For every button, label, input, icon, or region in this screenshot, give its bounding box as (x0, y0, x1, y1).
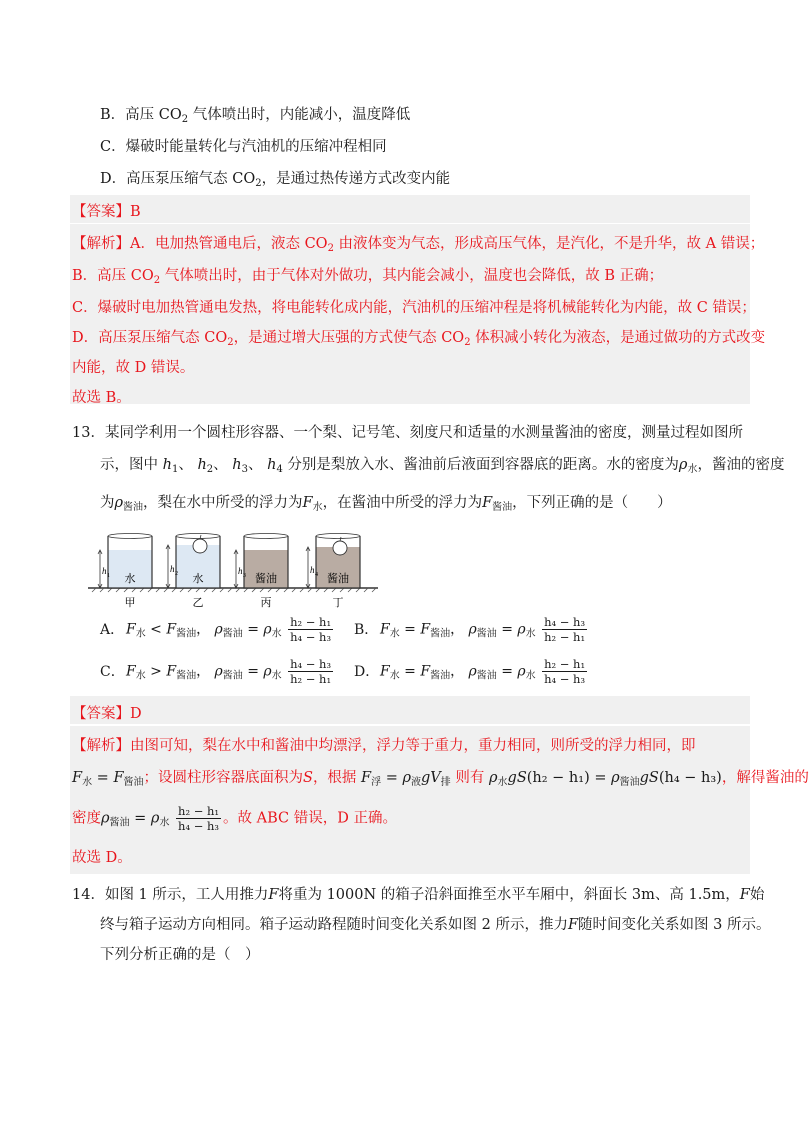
option-13-a[interactable]: A． $F_水 < F_{酱油}$， $\rho_{酱油} = \rho_水$ $\frac{\text{h₂ − h₁}}{\text{h₄ − h₃}}$ (100, 615, 332, 644)
pear-icon (193, 539, 207, 553)
answer-12-band (70, 195, 750, 223)
h-label-4: h (310, 565, 315, 575)
analysis-12-line-2: B．高压 $CO_2$ 气体喷出时，由于气体对外做功，其内能会减小，温度也会降低，故 B 正确； (72, 268, 664, 286)
option-13-d[interactable]: D．$F_水 = F_{酱油}$， $\rho_{酱油} = \rho_水$ $\frac{\text{h₂ − h₁}}{\text{h₄ − h₃}}$ (354, 657, 586, 686)
question-13-line-1: 13．某同学利用一个圆柱形容器、一个梨、记号笔、刻度尺和适量的水测量酱油的密度，测量过程如图所 (72, 425, 743, 441)
svg-text:3: 3 (243, 573, 246, 579)
analysis-12-line-4: D．高压泵压缩气态 $CO_2$，是通过增大压强的方式使气态 $CO_2$ 体积减小转化为液态，是通过做功的方式改变 (72, 330, 766, 348)
caption-2: 乙 (192, 596, 204, 609)
prev-option-d: D．高压泵压缩气态 $CO_2$，是通过热传递方式改变内能 (100, 171, 451, 189)
question-13-line-2: 示，图中 $h_1$、 $h_2$、 $h_3$、 $h_4$ 分别是梨放入水、酱油前后液面到容器底的距离。水的密度为$\rho_水$，酱油的密度 (100, 457, 785, 475)
svg-text:1: 1 (107, 573, 110, 579)
svg-text:4: 4 (315, 572, 318, 578)
liquid-label-3: 酱油 (255, 572, 277, 585)
h-label-2: h (170, 564, 175, 574)
caption-1: 甲 (124, 596, 136, 609)
answer-13: 【答案】D (72, 706, 142, 722)
caption-4: 丁 (332, 596, 344, 609)
pear-icon (333, 541, 347, 555)
prev-option-b: B．高压 $CO_2$ 气体喷出时，内能减小，温度降低 (100, 107, 411, 125)
option-13-b[interactable]: B． $F_水 = F_{酱油}$， $\rho_{酱油} = \rho_水$ $\frac{\text{h₄ − h₃}}{\text{h₂ − h₁}}$ (354, 615, 586, 644)
analysis-12-line-1: 【解析】A．电加热管通电后，液态 $CO_2$ 由液体变为气态，形成高压气体，是汽化，不是升华，故 A 错误； (72, 236, 765, 254)
question-14-line-3: 下列分析正确的是（ ） (100, 947, 260, 963)
question-13-line-3: 为$\rho_{酱油}$，梨在水中所受的浮力为$F_水$，在酱油中所受的浮力为$F_{酱油}$，下列正确的是（ ） (100, 495, 672, 513)
analysis-12-line-3: C．爆破时电加热管通电发热，将电能转化成内能，汽油机的压缩冲程是将机械能转化为内能，故 C 错误； (72, 300, 756, 316)
containers-figure (88, 524, 378, 612)
h-label-1: h (102, 566, 107, 576)
analysis-13-line-1: 【解析】由图可知，梨在水中和酱油中均漂浮，浮力等于重力，重力相同，则所受的浮力相同，即 (72, 738, 696, 754)
caption-3: 丙 (260, 596, 272, 609)
svg-text:2: 2 (175, 571, 178, 577)
analysis-12-line-5: 内能，故 D 错误。 (72, 360, 195, 376)
question-14-line-1: 14．如图 1 所示，工人用推力F将重为 1000N 的箱子沿斜面推至水平车厢中，斜面长 3m、高 1.5m，F始 (72, 887, 765, 903)
answer-12: 【答案】B (72, 204, 141, 220)
liquid-label-4: 酱油 (327, 572, 349, 585)
analysis-12-conclusion: 故选 B。 (72, 390, 131, 406)
analysis-13-line-2: $F_水 = F_{酱油}$；设圆柱形容器底面积为S，根据 $F_浮 = \rho_液gV_排$ 则有 $\rho_水gS(h_2 - h_1) = \rho_{酱油}gS(h_4 - h_3)$，解得酱油的 (72, 770, 809, 788)
analysis-13-conclusion: 故选 D。 (72, 850, 132, 866)
h-label-3: h (238, 566, 243, 576)
question-14-line-2: 终与箱子运动方向相同。箱子运动路程随时间变化关系如图 2 所示，推力F随时间变化关系如图 3 所示。 (100, 917, 771, 933)
analysis-13-line-3: 密度$\rho_{酱油} = \rho_水$ $\frac{\text{h₂ − h₁}}{\text{h₄ − h₃}}$ 。故 ABC 错误，D 正确。 (72, 804, 397, 833)
liquid-label-1: 水 (124, 572, 136, 585)
liquid-label-2: 水 (192, 572, 204, 585)
answer-13-band (70, 696, 750, 724)
prev-option-c: C．爆破时能量转化与汽油机的压缩冲程相同 (100, 139, 387, 155)
option-13-c[interactable]: C．$F_水 > F_{酱油}$， $\rho_{酱油} = \rho_水$ $\frac{\text{h₄ − h₃}}{\text{h₂ − h₁}}$ (100, 657, 332, 686)
